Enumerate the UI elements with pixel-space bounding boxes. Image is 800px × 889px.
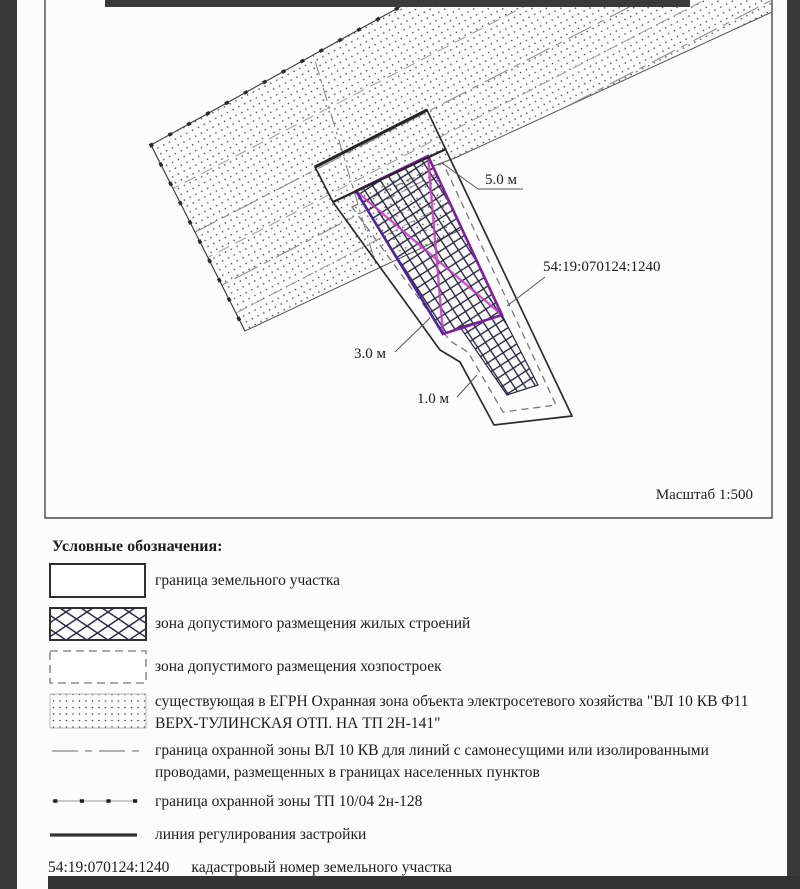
dim-label-1m: 1.0 м xyxy=(417,391,449,407)
cadastral-footnote-label: кадастровый номер земельного участка xyxy=(191,859,453,876)
legend-label-vl-protection-boundary xyxy=(155,740,765,784)
cadastral-footnote-number: 54:19:070124:1240 xyxy=(48,859,170,876)
parcel-boundary-swatch xyxy=(50,564,145,597)
scale-label: Масштаб 1:500 xyxy=(655,487,753,503)
legend-label-egrn-line2: ВЕРХ-ТУЛИНСКАЯ ОТП. НА ТП 2Н-141" xyxy=(155,715,441,732)
legend-label-outbuildings-zone: зона допустимого размещения хозпостроек xyxy=(155,658,442,675)
legend-label-vl-line2: проводами, размещенных в границах населенных пунктов xyxy=(155,764,540,781)
scan-edge-top xyxy=(105,0,690,7)
dim-label-3m: 3.0 м xyxy=(354,346,386,362)
legend-title: Условные обозначения: xyxy=(52,538,223,555)
cadastral-footnote xyxy=(48,859,452,877)
scan-edge-right xyxy=(787,0,800,889)
legend-label-egrn-line1: существующая в ЕГРН Охранная зона объекта электросетевого хозяйства "ВЛ 10 КВ Ф11 xyxy=(155,693,749,710)
legend-label-residential-zone: зона допустимого размещения жилых строений xyxy=(155,615,471,632)
legend-label-tp-protection-boundary: граница охранной зоны ТП 10/04 2н-128 xyxy=(155,793,423,810)
legend-symbols xyxy=(45,556,150,856)
egrn-protection-zone-swatch xyxy=(50,694,146,728)
legend-label-building-regulation-line: линия регулирования застройки xyxy=(155,826,367,843)
legend-label-vl-line1: граница охранной зоны ВЛ 10 КВ для линий с самонесущими или изолированными xyxy=(155,742,709,759)
residential-zone-swatch xyxy=(50,608,146,640)
scan-edge-left xyxy=(0,0,17,889)
outbuildings-zone-swatch xyxy=(50,651,146,683)
dim-label-5m: 5.0 м xyxy=(485,172,517,188)
cadastral-number-label: 54:19:070124:1240 xyxy=(543,259,661,275)
legend-label-egrn-protection-zone xyxy=(155,691,775,735)
scan-edge-bottom xyxy=(48,876,800,889)
legend-label-parcel-boundary: граница земельного участка xyxy=(155,572,341,589)
